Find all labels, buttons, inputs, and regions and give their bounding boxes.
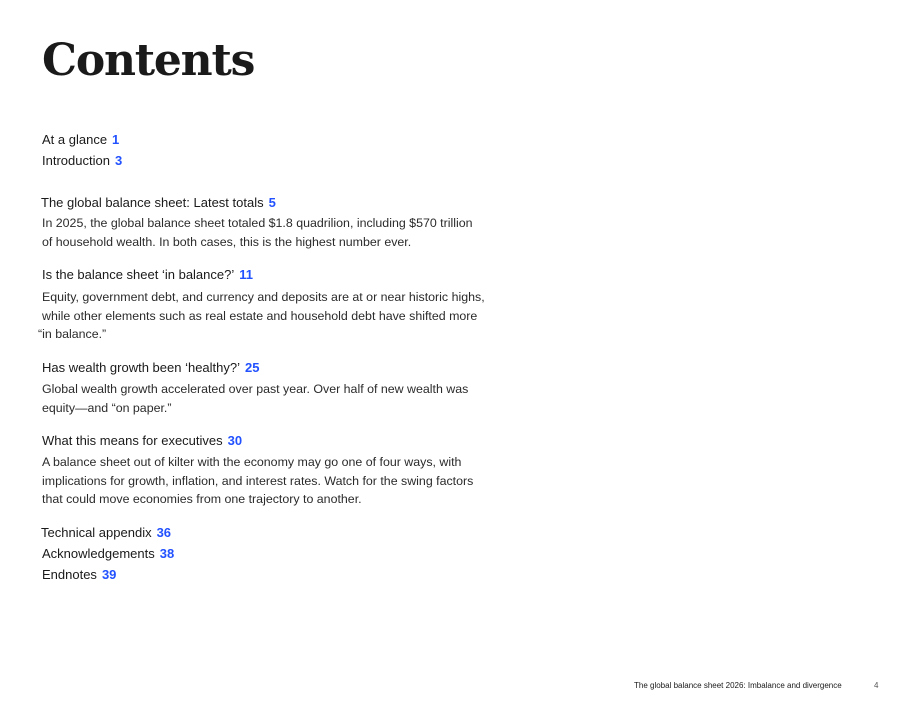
description-line: implications for growth, inflation, and interest rates. Watch for the swing factors <box>42 473 474 488</box>
description-line: Equity, government debt, and currency and deposits are at or near historic highs, <box>42 290 485 304</box>
toc-entry-introduction[interactable] <box>42 152 122 170</box>
toc-entry-in-balance[interactable] <box>42 266 253 284</box>
toc-entry-title: Endnotes <box>42 567 97 582</box>
toc-page-number: 11 <box>239 267 253 282</box>
toc-page-number: 25 <box>245 360 260 375</box>
toc-entry-title: Introduction <box>42 153 110 168</box>
footer-page-number: 4 <box>874 681 879 690</box>
toc-description-executives <box>42 453 473 509</box>
description-line: “in balance.” <box>38 327 107 342</box>
toc-entry-latest-totals[interactable] <box>41 194 276 212</box>
toc-entry-at-a-glance[interactable] <box>42 131 119 149</box>
page-title: Contents <box>42 35 255 86</box>
toc-description-wealth-growth <box>42 380 468 417</box>
toc-entry-title: What this means for executives <box>42 433 223 448</box>
toc-entry-title: Has wealth growth been ‘healthy?’ <box>42 360 241 375</box>
toc-description-in-balance <box>38 288 485 344</box>
toc-page-number: 5 <box>268 195 276 210</box>
toc-entry-wealth-growth[interactable] <box>42 359 259 377</box>
toc-entry-executives[interactable] <box>42 432 242 450</box>
toc-entry-title: Is the balance sheet ‘in balance?’ <box>42 267 235 282</box>
toc-page-number: 36 <box>156 525 172 540</box>
footer-report-title: The global balance sheet 2026: Imbalance and divergence <box>634 681 842 690</box>
toc-entry-acknowledgements[interactable] <box>42 545 174 563</box>
toc-entry-title: Technical appendix <box>41 525 152 540</box>
description-line: that could move economies from one trajectory to another. <box>42 492 362 507</box>
description-line: Global wealth growth accelerated over past year. Over half of new wealth was <box>42 382 469 396</box>
toc-entry-title: At a glance <box>42 132 108 147</box>
toc-entry-title: The global balance sheet: Latest totals <box>41 195 264 210</box>
toc-page-number: 38 <box>159 546 175 561</box>
toc-entry-technical-appendix[interactable] <box>41 524 171 542</box>
description-line: In 2025, the global balance sheet totaled $1.8 quadrilion, including $570 trillion <box>42 216 473 230</box>
toc-entry-endnotes[interactable] <box>42 566 116 584</box>
description-line: while other elements such as real estate and household debt have shifted more <box>42 308 478 323</box>
description-line: equity—and “on paper.” <box>42 400 172 415</box>
toc-page-number: 30 <box>227 433 243 448</box>
toc-page-number: 39 <box>101 567 117 582</box>
toc-entry-title: Acknowledgements <box>42 546 155 561</box>
description-line: of household wealth. In both cases, this is the highest number ever. <box>42 234 412 249</box>
description-line: A balance sheet out of kilter with the economy may go one of four ways, with <box>42 455 462 469</box>
toc-page-number: 3 <box>114 153 123 168</box>
toc-description-latest-totals <box>42 214 473 251</box>
toc-page-number: 1 <box>112 132 120 147</box>
